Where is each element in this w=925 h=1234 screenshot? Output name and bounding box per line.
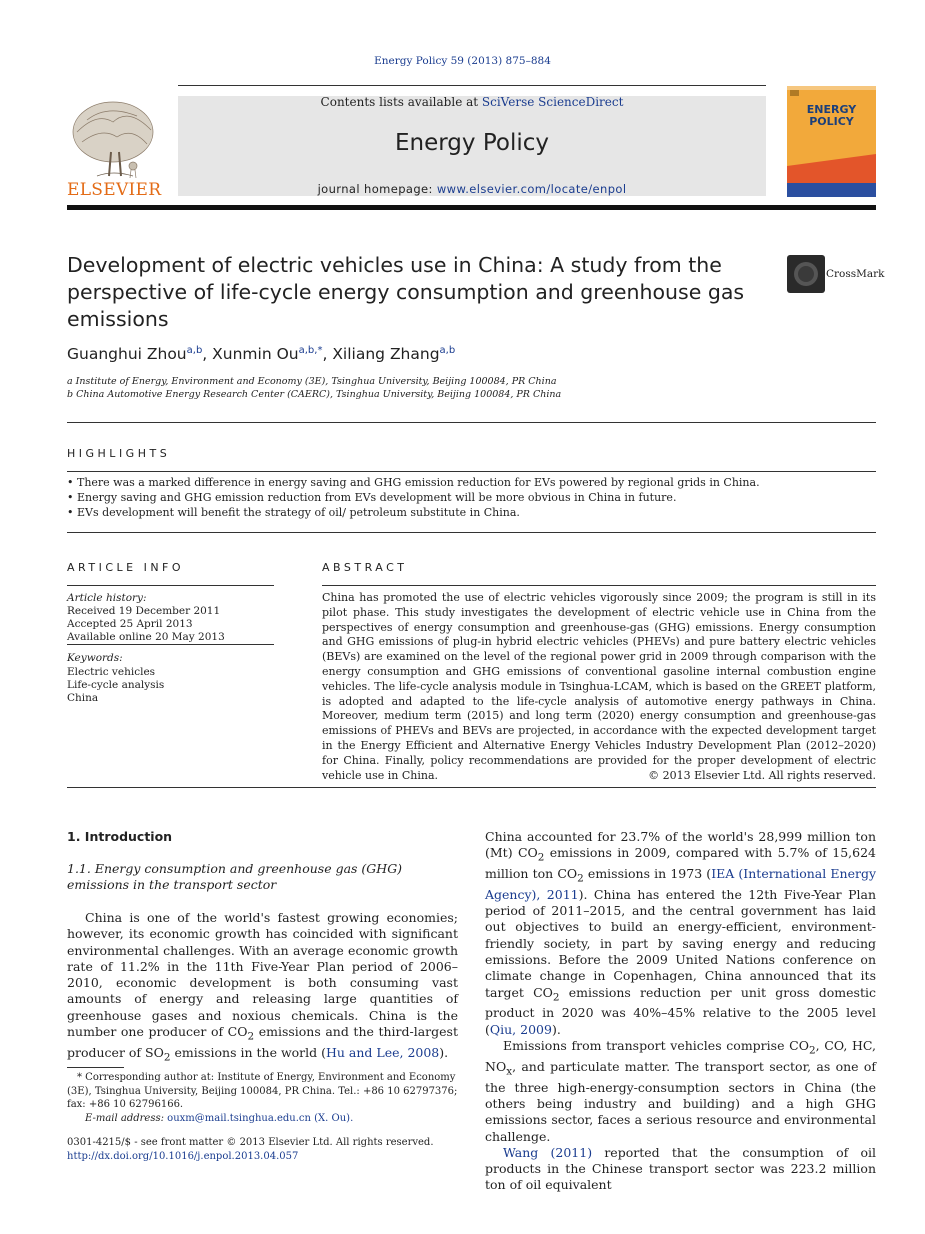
subscript: 2 [247, 1030, 255, 1043]
text-run: ). [551, 1021, 561, 1037]
text-run: emissions in 2009, compared with 5.7% of 15,624 million ton CO [485, 845, 876, 882]
highlight-item: • There was a marked difference in energy saving and GHG emission reduction for EVs powered by regional grids in China. [67, 476, 760, 489]
doi-link[interactable]: http://dx.doi.org/10.1016/j.enpol.2013.04.057 [67, 1150, 299, 1162]
subscript: 2 [577, 872, 584, 885]
divider [67, 471, 876, 472]
subscript: x [506, 1065, 513, 1078]
email-line [67, 1112, 458, 1126]
body-paragraph [485, 1038, 876, 1145]
history-received: Received 19 December 2011 [67, 605, 221, 617]
author-affil-sup[interactable]: a,b [186, 345, 203, 356]
divider [67, 644, 274, 645]
text-run: , CO, HC, NO [485, 1038, 876, 1074]
journal-homepage [178, 182, 766, 196]
text-run: Emissions from transport vehicles comprise CO [503, 1038, 809, 1054]
author-list [67, 345, 455, 363]
author-name[interactable]: Xiliang Zhang [332, 345, 440, 364]
author-name[interactable]: Guanghui Zhou [67, 345, 187, 364]
crossmark-icon[interactable] [787, 255, 825, 293]
divider [67, 585, 274, 586]
highlight-item: • Energy saving and GHG emission reduction from EVs development will be more obvious in China in future. [67, 491, 677, 504]
keyword: Electric vehicles [67, 666, 156, 678]
text-run: , and particulate matter. The transport sector, as one of the three high-energy-consumption sectors in China (the others being industry and building) and a high GHG emissions sector, faces a serious resource and environmental challenge. [485, 1058, 876, 1144]
article-info-heading: ARTICLE INFO [67, 561, 185, 574]
subscript: 2 [808, 1044, 816, 1057]
divider [67, 532, 876, 533]
header-thick-rule [67, 205, 876, 210]
body-paragraph [485, 1145, 876, 1194]
homepage-link[interactable]: www.elsevier.com/locate/enpol [436, 182, 627, 196]
journal-citation[interactable]: Energy Policy 59 (2013) 875–884 [374, 55, 551, 67]
body-paragraph [485, 829, 876, 1038]
keyword: Life-cycle analysis [67, 679, 165, 691]
body-paragraph-left [67, 910, 458, 1066]
affiliation-a: a Institute of Energy, Environment and Economy (3E), Tsinghua University, Beijing 100084, PR China [67, 376, 557, 387]
author-affil-sup[interactable]: a,b,* [298, 345, 323, 356]
subsection-heading: 1.1. Energy consumption and greenhouse gas (GHG) emissions in the transport sector [67, 861, 403, 893]
text-run: ). China has entered the 12th Five-Year Plan period of 2011–2015, and the central government has laid out objectives to build an energy-efficient, environment-friendly society, in part by saving energy and reducing emissions. Before the 2009 United Nations conference on climate change in Copenhagen, China announced that its target CO [485, 886, 876, 1000]
abstract-copyright: © 2013 Elsevier Ltd. All rights reserved. [648, 769, 876, 782]
keyword: China [67, 692, 99, 704]
citation-link[interactable]: Qiu, 2009 [489, 1021, 552, 1037]
divider [67, 787, 876, 788]
corresponding-author-note: * Corresponding author at: Institute of Energy, Environment and Economy (3E), Tsinghua University, Beijing 100084, PR China. Tel.: +86 10 62797376; fax: +86 10 62796166. [67, 1072, 458, 1111]
body-column-right [485, 829, 876, 1194]
author-affil-sup[interactable]: a,b [439, 345, 456, 356]
highlights-heading: HIGHLIGHTS [67, 447, 171, 460]
author-separator: , [322, 345, 333, 364]
contents-prefix: Contents lists available at [320, 95, 482, 109]
history-label: Article history: [67, 592, 147, 604]
footnote [67, 1071, 458, 1125]
sciencedirect-link[interactable]: SciVerse ScienceDirect [481, 95, 624, 109]
text-run: emissions reduction per unit gross domestic product in 2020 was 40%–45% relative to the 2005 level ( [485, 984, 876, 1037]
highlight-item: • EVs development will benefit the strategy of oil/ petroleum substitute in China. [67, 506, 520, 519]
history-accepted: Accepted 25 April 2013 [67, 618, 193, 630]
header-rule [178, 85, 766, 86]
elsevier-wordmark: ELSEVIER [67, 180, 162, 200]
homepage-prefix: journal homepage: [317, 182, 437, 196]
section-heading: 1. Introduction [67, 829, 173, 844]
contents-line [178, 95, 766, 109]
text-run: reported that the consumption of oil products in the Chinese transport sector was 223.2 million ton of oil equivalent [485, 1144, 876, 1193]
subscript: 2 [163, 1051, 171, 1064]
footnote-rule [67, 1067, 124, 1068]
divider [322, 585, 876, 586]
author-name[interactable]: Xunmin Ou [212, 345, 299, 364]
citation-link[interactable]: IEA (International Energy Agency), 2011 [485, 866, 877, 902]
article-title: Development of electric vehicles use in China: A study from the perspective of life-cycle energy consumption and greenhouse gas emissions [67, 253, 745, 331]
publication-info [67, 1136, 458, 1163]
subscript: 2 [537, 851, 545, 864]
crossmark-label[interactable]: CrossMark [826, 268, 885, 280]
email-link[interactable]: ouxm@mail.tsinghua.edu.cn (X. Ou). [167, 1112, 354, 1124]
text-run: emissions and the third-largest producer of SO [67, 1024, 458, 1060]
text-run: emissions in the world ( [170, 1044, 326, 1060]
abstract-text: China has promoted the use of electric vehicles vigorously since 2009; the program is still in its pilot phase. This study investigates the development of electric vehicle use in China from the perspectives of energy consumption and greenhouse-gas (GHG) emissions. Energy consumption and GHG emissions of plug-in hybrid electric vehicles (PHEVs) and pure battery electric vehicles (BEVs) are examined on the level of the regional power grid in 2009 through comparison with the energy consumption and GHG emissions of conventional gasoline internal combustion engine vehicles. The life-cycle analysis module in Tsinghua-LCAM, which is based on the GREET platform, is adopted and adapted to the life-cycle analysis of automotive energy pathways in China. Moreover, medium term (2015) and long term (2020) energy consumption and greenhouse-gas emissions of PHEVs and BEVs are projected, in accordance with the expected development target in the Energy Efficient and Alternative Energy Vehicles Industry Development Plan (2012–2020) for China. Finally, policy recommendations are provided for the proper development of electric vehicle use in China. [322, 591, 876, 782]
issn-line: 0301-4215/$ - see front matter © 2013 Elsevier Ltd. All rights reserved. [67, 1137, 434, 1148]
subscript: 2 [552, 991, 560, 1004]
keywords-label: Keywords: [67, 652, 123, 664]
divider [67, 422, 876, 423]
abstract-heading: ABSTRACT [322, 561, 408, 574]
citation-link[interactable]: Hu and Lee, 2008 [326, 1044, 440, 1060]
journal-name: Energy Policy [395, 130, 549, 156]
citation-link[interactable]: Wang (2011) [503, 1144, 593, 1160]
text-run: China is one of the world's fastest growing economies; however, its economic growth has coincided with significant environmental challenges. With an average economic growth rate of 11.2% in the 11th Five-Year Plan period of 2006–2010, economic development is both consuming vast amounts of energy and releasing large quantities of greenhouse gases and noxious chemicals. China is the number one producer of CO [67, 910, 458, 1040]
author-separator: , [202, 345, 213, 364]
affiliation-b: b China Automotive Energy Research Center (CAERC), Tsinghua University, Beijing 100084, PR China [67, 389, 562, 400]
email-label: E-mail address: [85, 1112, 168, 1124]
text-run: China accounted for 23.7% of the world's 28,999 million ton (Mt) CO [485, 829, 876, 861]
history-online: Available online 20 May 2013 [67, 631, 225, 643]
text-run: emissions in 1973 ( [583, 866, 712, 882]
text-run: ). [439, 1044, 449, 1060]
cover-title: ENERGY POLICY [806, 103, 857, 128]
